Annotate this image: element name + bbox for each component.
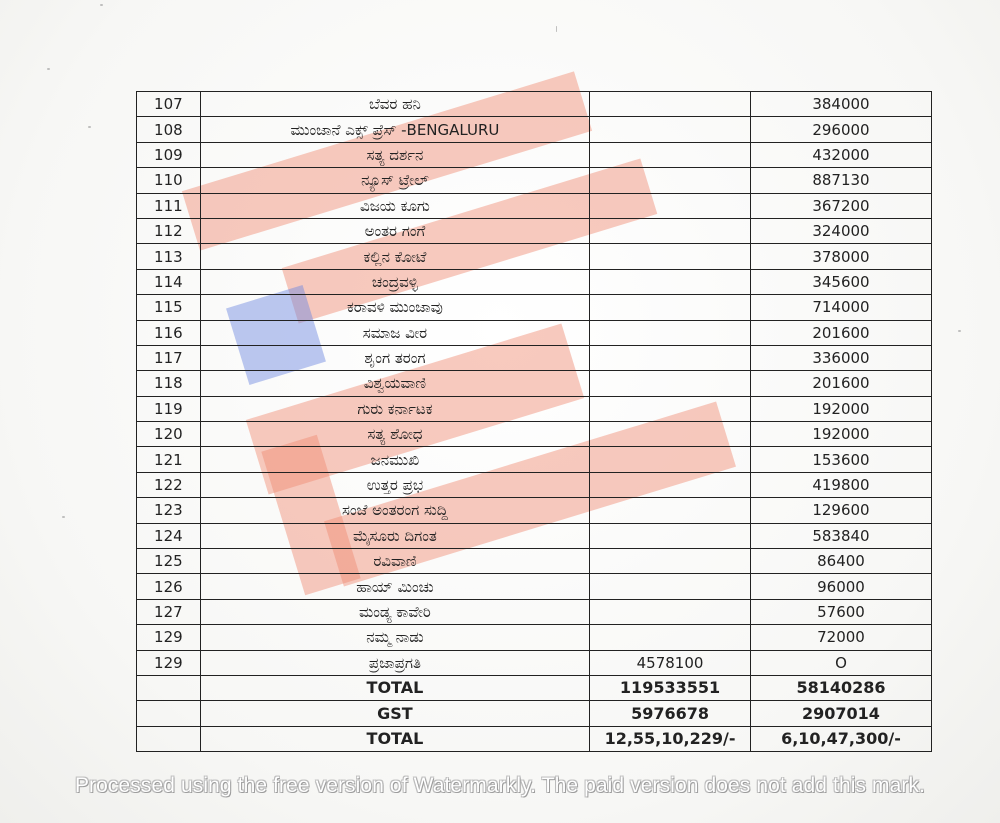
- row-number-cell: 129: [137, 625, 201, 650]
- amount-a-cell: [590, 371, 751, 396]
- row-number-cell: 123: [137, 498, 201, 523]
- table-row: [137, 549, 932, 574]
- publication-name-cell: ಸತ್ಯ ದರ್ಶನ: [200, 142, 589, 167]
- publication-name-cell: ಮೈಸೂರು ದಿಗಂತ: [200, 523, 589, 548]
- amount-a-cell: [590, 625, 751, 650]
- amount-a-cell: [590, 142, 751, 167]
- amount-b-cell: 86400: [750, 549, 931, 574]
- publication-name-cell: ನ್ಯೂಸ್ ಟ್ರೇಲ್: [200, 168, 589, 193]
- amount-a-cell: [590, 396, 751, 421]
- total-b-cell: 58140286: [750, 675, 931, 700]
- scan-speck: [47, 68, 50, 70]
- publication-name-cell: ಹಾಯ್ ಮಿಂಚು: [200, 574, 589, 599]
- publication-name-cell: ಮುಂಜಾನೆ ಎಕ್ಸ್ ಪ್ರೆಸ್ -BENGALURU: [200, 117, 589, 142]
- amount-b-cell: 887130: [750, 168, 931, 193]
- row-number-cell: 112: [137, 218, 201, 243]
- table-row: [137, 117, 932, 142]
- row-number-cell: 113: [137, 244, 201, 269]
- publication-name-cell: ರವಿವಾಣಿ: [200, 549, 589, 574]
- amount-a-cell: [590, 599, 751, 624]
- table-row: [137, 422, 932, 447]
- amount-b-cell: 57600: [750, 599, 931, 624]
- row-number-cell: 110: [137, 168, 201, 193]
- amount-a-cell: [590, 345, 751, 370]
- publication-name-cell: ಮಂಡ್ಯ ಕಾವೇರಿ: [200, 599, 589, 624]
- row-number-cell: 129: [137, 650, 201, 675]
- publication-name-cell: ಕಲ್ಲಿನ ಕೋಟೆ: [200, 244, 589, 269]
- publication-name-cell: ವಿಶ್ವಯವಾಣಿ: [200, 371, 589, 396]
- amount-b-cell: O: [750, 650, 931, 675]
- publication-name-cell: ಜನಮುಖಿ: [200, 447, 589, 472]
- amount-a-cell: [590, 117, 751, 142]
- table-row: [137, 269, 932, 294]
- table-row: [137, 650, 932, 675]
- publication-name-cell: ನಮ್ಮ ನಾಡು: [200, 625, 589, 650]
- table-row: [137, 320, 932, 345]
- publication-name-cell: ಕರಾವಳಿ ಮುಂಜಾವು: [200, 295, 589, 320]
- table-row: [137, 142, 932, 167]
- publication-name-cell: ಶೃಂಗ ತರಂಗ: [200, 345, 589, 370]
- row-number-cell: 118: [137, 371, 201, 396]
- table-row: [137, 92, 932, 117]
- amount-a-cell: [590, 295, 751, 320]
- publication-name-cell: ಸತ್ಯ ಶೋಧ: [200, 422, 589, 447]
- amount-b-cell: 96000: [750, 574, 931, 599]
- amount-b-cell: 345600: [750, 269, 931, 294]
- amount-b-cell: 378000: [750, 244, 931, 269]
- table-row: [137, 244, 932, 269]
- amount-b-cell: 336000: [750, 345, 931, 370]
- table-row: [137, 371, 932, 396]
- table-row: [137, 498, 932, 523]
- amount-b-cell: 583840: [750, 523, 931, 548]
- scan-speck: [62, 516, 65, 518]
- amount-b-cell: 324000: [750, 218, 931, 243]
- table-row: [137, 345, 932, 370]
- amount-a-cell: [590, 574, 751, 599]
- scan-speck: [88, 126, 91, 128]
- row-number-cell: 127: [137, 599, 201, 624]
- amount-a-cell: 4578100: [590, 650, 751, 675]
- total-row: [137, 701, 932, 726]
- table-row: [137, 396, 932, 421]
- amount-a-cell: [590, 472, 751, 497]
- row-number-cell: 109: [137, 142, 201, 167]
- total-label-cell: GST: [200, 701, 589, 726]
- table-row: [137, 574, 932, 599]
- amount-b-cell: 201600: [750, 371, 931, 396]
- amount-a-cell: [590, 523, 751, 548]
- row-number-cell: 122: [137, 472, 201, 497]
- scan-speck: [100, 4, 103, 6]
- watermark-text: Processed using the free version of Watermarkly. The paid version does not add this mark.: [74, 774, 926, 797]
- row-number-cell: 111: [137, 193, 201, 218]
- amount-b-cell: 296000: [750, 117, 931, 142]
- scan-speck: [958, 330, 961, 332]
- amount-a-cell: [590, 269, 751, 294]
- total-a-cell: 5976678: [590, 701, 751, 726]
- total-a-cell: 12,55,10,229/-: [590, 726, 751, 751]
- row-number-cell: 121: [137, 447, 201, 472]
- total-label-cell: TOTAL: [200, 726, 589, 751]
- row-number-cell: 117: [137, 345, 201, 370]
- row-number-cell: 125: [137, 549, 201, 574]
- table-row: [137, 599, 932, 624]
- amount-a-cell: [590, 193, 751, 218]
- publication-name-cell: ಚಂದ್ರವಳ್ಳಿ: [200, 269, 589, 294]
- row-number-cell: 115: [137, 295, 201, 320]
- empty-cell: [137, 675, 201, 700]
- row-number-cell: 107: [137, 92, 201, 117]
- publication-name-cell: ಅಂತರ ಗಂಗೆ: [200, 218, 589, 243]
- publication-name-cell: ಉತ್ತರ ಪ್ರಭ: [200, 472, 589, 497]
- row-number-cell: 114: [137, 269, 201, 294]
- publication-name-cell: ವಿಜಯ ಕೂಗು: [200, 193, 589, 218]
- amount-a-cell: [590, 92, 751, 117]
- table-row: [137, 447, 932, 472]
- amount-b-cell: 367200: [750, 193, 931, 218]
- empty-cell: [137, 726, 201, 751]
- table-row: [137, 193, 932, 218]
- amount-b-cell: 192000: [750, 422, 931, 447]
- total-b-cell: 2907014: [750, 701, 931, 726]
- amount-b-cell: 192000: [750, 396, 931, 421]
- amount-a-cell: [590, 320, 751, 345]
- amount-a-cell: [590, 244, 751, 269]
- amount-b-cell: 432000: [750, 142, 931, 167]
- amount-b-cell: 201600: [750, 320, 931, 345]
- row-number-cell: 119: [137, 396, 201, 421]
- amount-a-cell: [590, 498, 751, 523]
- total-row: [137, 726, 932, 751]
- amount-b-cell: 384000: [750, 92, 931, 117]
- publication-name-cell: ಸಮಾಜ ವೀರ: [200, 320, 589, 345]
- total-a-cell: 119533551: [590, 675, 751, 700]
- table-row: [137, 295, 932, 320]
- amount-a-cell: [590, 447, 751, 472]
- amount-b-cell: 714000: [750, 295, 931, 320]
- amount-b-cell: 72000: [750, 625, 931, 650]
- row-number-cell: 116: [137, 320, 201, 345]
- row-number-cell: 120: [137, 422, 201, 447]
- publication-name-cell: ಸಂಜೆ ಅಂತರಂಗ ಸುದ್ದಿ: [200, 498, 589, 523]
- publication-name-cell: ಪ್ರಜಾಪ್ರಗತಿ: [200, 650, 589, 675]
- total-b-cell: 6,10,47,300/-: [750, 726, 931, 751]
- amount-b-cell: 129600: [750, 498, 931, 523]
- amount-b-cell: 419800: [750, 472, 931, 497]
- amount-a-cell: [590, 422, 751, 447]
- table-row: [137, 168, 932, 193]
- table-row: [137, 218, 932, 243]
- publication-name-cell: ಗುರು ಕರ್ನಾಟಕ: [200, 396, 589, 421]
- table-row: [137, 523, 932, 548]
- scan-speck: [556, 26, 557, 32]
- publication-name-cell: ಬೆವರ ಹನಿ: [200, 92, 589, 117]
- table-row: [137, 472, 932, 497]
- empty-cell: [137, 701, 201, 726]
- amount-b-cell: 153600: [750, 447, 931, 472]
- amount-a-cell: [590, 549, 751, 574]
- amount-a-cell: [590, 168, 751, 193]
- row-number-cell: 126: [137, 574, 201, 599]
- row-number-cell: 108: [137, 117, 201, 142]
- amount-a-cell: [590, 218, 751, 243]
- ledger-table: [136, 91, 932, 752]
- total-label-cell: TOTAL: [200, 675, 589, 700]
- total-row: [137, 675, 932, 700]
- table-row: [137, 625, 932, 650]
- row-number-cell: 124: [137, 523, 201, 548]
